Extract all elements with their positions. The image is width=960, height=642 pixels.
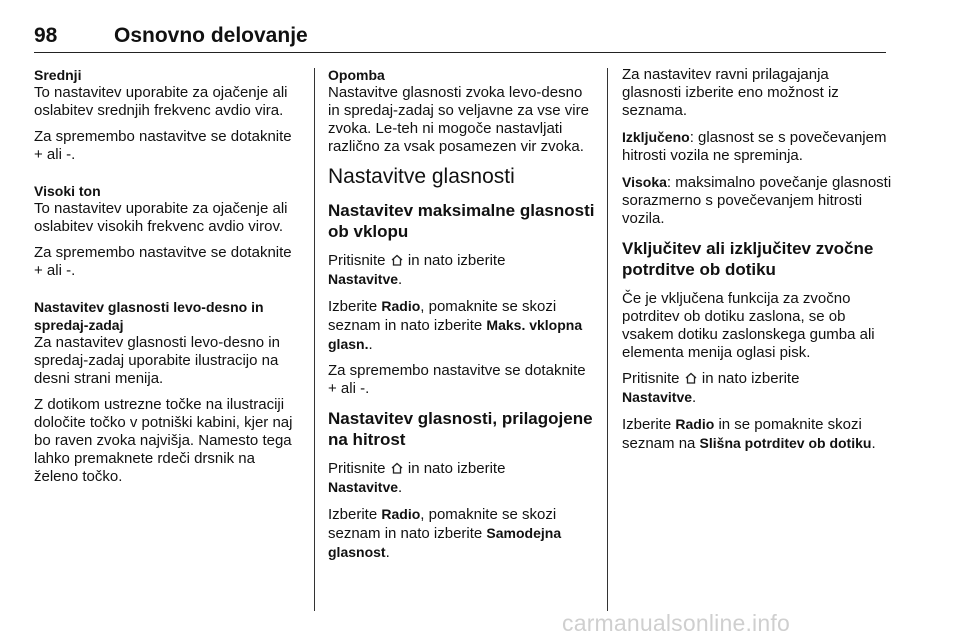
subheading-srednji: Srednji: [34, 67, 82, 83]
watermark: carmanualsonline.info: [562, 610, 790, 636]
note-text: Nastavitve glasnosti zvoka levo-desno in spredaj-zadaj so veljavne za vse vire zvoka. Le-teh ni mogoče nastavljati različno za vsak posamezen vir zvoka.: [328, 84, 589, 155]
paragraph: Za spremembo nastavitve se dotaknite + ali -.: [328, 362, 586, 397]
paragraph: Izberite Radio in se pomaknite skozi seznam na Slišna potrditev ob dotiku.: [622, 416, 876, 452]
subheading-balance: Nastavitev glasnosti levo-desno in spredaj-zadaj: [34, 299, 264, 333]
paragraph: Pritisnite in nato izberite Nastavitve.: [622, 370, 800, 406]
paragraph: Z dotikom ustrezne točke na ilustraciji določite točko v potniški kabini, kjer naj bo raven zvoka najvišja. Namesto tega lahko premaknete rdeči drsnik na želeno točko.: [34, 396, 293, 485]
page-title: Osnovno delovanje: [114, 24, 308, 47]
note-title: Opomba: [328, 67, 385, 83]
paragraph: Pritisnite in nato izberite Nastavitve.: [328, 460, 506, 496]
home-icon: [684, 371, 698, 385]
paragraph: Izberite Radio, pomaknite se skozi seznam in nato izberite Samodejna glasnost.: [328, 506, 562, 561]
home-icon: [390, 253, 404, 267]
subsection-heading: Vključitev ali izključitev zvočne potrditve ob dotiku: [622, 239, 874, 279]
section-heading: Nastavitve glasnosti: [328, 165, 515, 188]
paragraph: Izključeno: glasnost se s povečevanjem hitrosti vozila ne spreminja.: [622, 129, 887, 164]
paragraph: Za nastavitev ravni prilagajanja glasnosti izberite eno možnost iz seznama.: [622, 66, 839, 119]
paragraph: Izberite Radio, pomaknite se skozi seznam in nato izberite Maks. vklopna glasn..: [328, 298, 583, 353]
paragraph: Če je vključena funkcija za zvočno potrditev ob dotiku zaslona, se ob vsakem dotiku zaslonskega gumba ali elementa menija oglasi pisk.: [622, 290, 875, 361]
paragraph: To nastavitev uporabite za ojačenje ali oslabitev visokih frekvenc avdio virov.: [34, 200, 288, 235]
page-header: [34, 22, 886, 53]
paragraph: Visoka: maksimalno povečanje glasnosti sorazmerno s povečevanjem hitrosti vozila.: [622, 174, 892, 227]
subsection-heading: Nastavitev maksimalne glasnosti ob vklopu: [328, 201, 595, 241]
column-right: [622, 66, 892, 461]
column-left: [34, 66, 302, 494]
home-icon: [390, 461, 404, 475]
column-middle: [328, 66, 598, 570]
column-divider: [314, 68, 315, 611]
paragraph: Za nastavitev glasnosti levo-desno in spredaj-zadaj uporabite ilustracijo na desni strani menija.: [34, 334, 280, 387]
subheading-visoki-ton: Visoki ton: [34, 183, 101, 199]
page-number: 98: [34, 24, 58, 47]
subsection-heading: Nastavitev glasnosti, prilagojene na hitrost: [328, 409, 593, 449]
paragraph: Za spremembo nastavitve se dotaknite + ali -.: [34, 128, 292, 163]
paragraph: Za spremembo nastavitve se dotaknite + ali -.: [34, 244, 292, 279]
column-divider: [607, 68, 608, 611]
paragraph: Pritisnite in nato izberite Nastavitve.: [328, 252, 506, 288]
paragraph: To nastavitev uporabite za ojačenje ali oslabitev srednjih frekvenc avdio vira.: [34, 84, 288, 119]
